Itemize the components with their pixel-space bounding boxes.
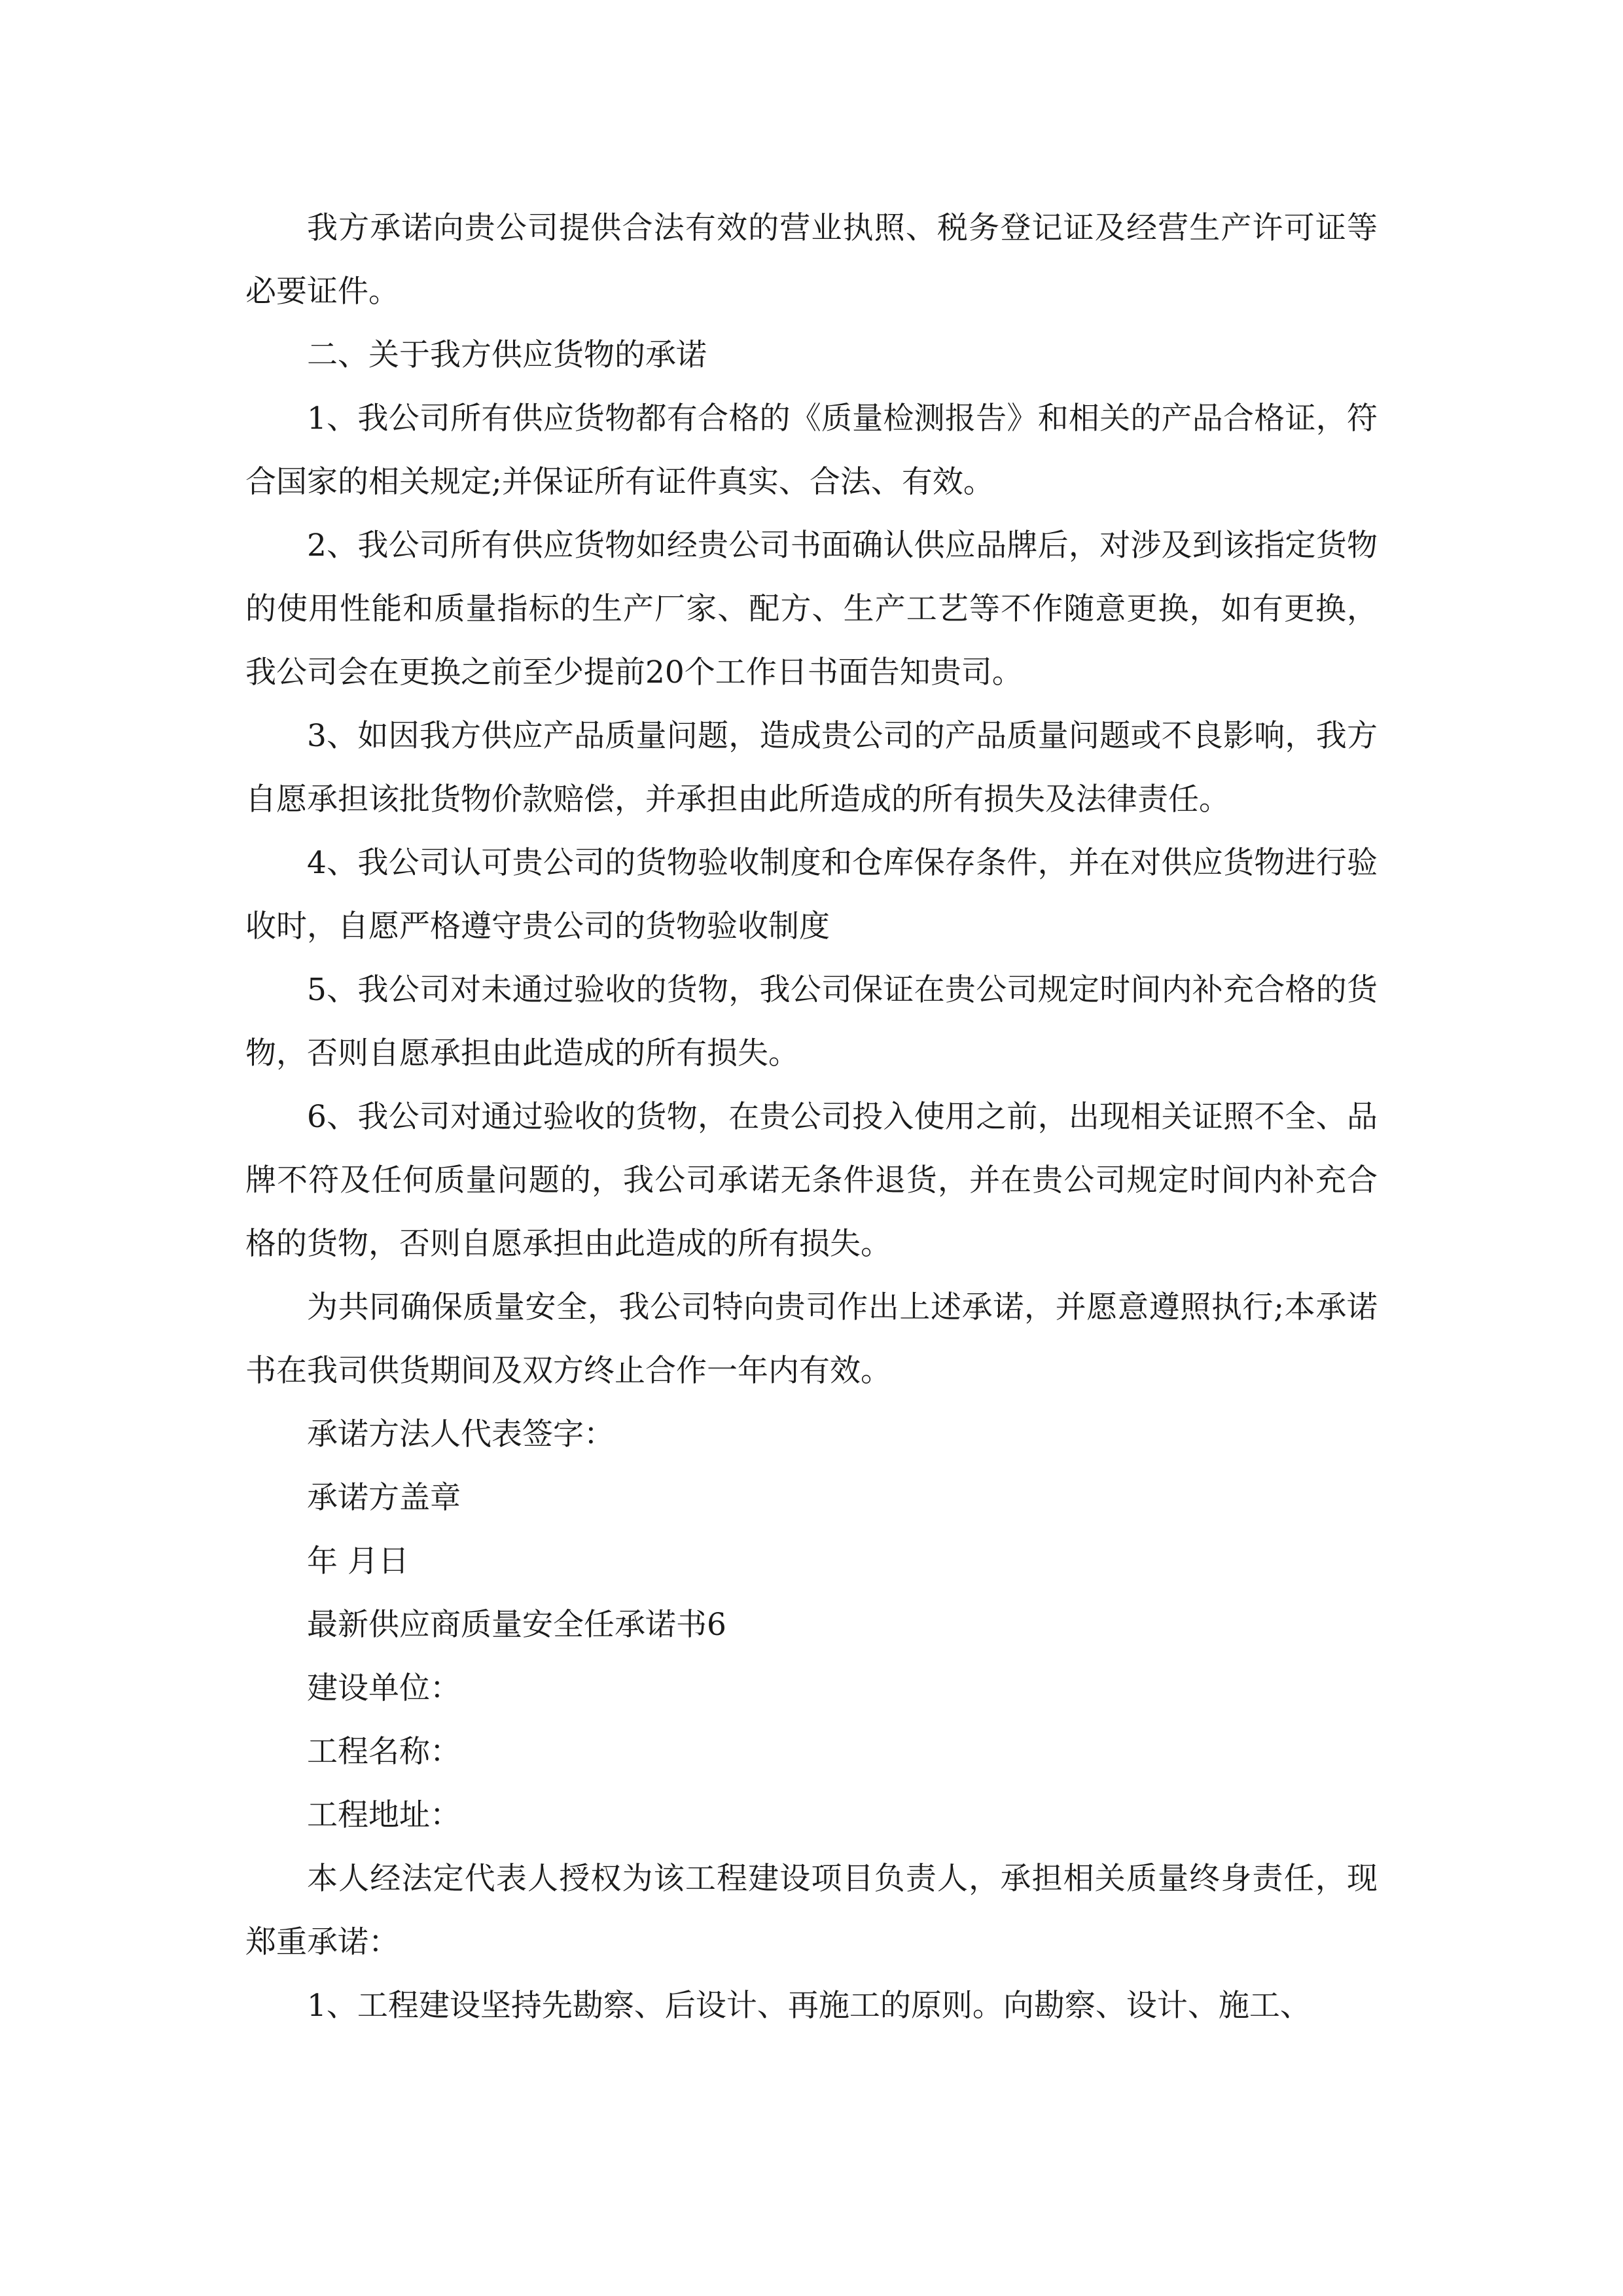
paragraph-item-1: 1、我公司所有供应货物都有合格的《质量检测报告》和相关的产品合格证，符合国家的相关规定;并保证所有证件真实、合法、有效。 (245, 401, 1378, 500)
project-address-line: 工程地址： (307, 1797, 461, 1833)
paragraph-item-4: 4、我公司认可贵公司的货物验收制度和仓库保存条件，并在对供应货物进行验收时，自愿严格遵守贵公司的货物验收制度 (245, 845, 1378, 944)
section-title-6: 最新供应商质量安全任承诺书6 (307, 1607, 726, 1643)
paragraph-authorization: 本人经法定代表人授权为该工程建设项目负责人，承担相关质量终身责任，现郑重承诺： (245, 1861, 1378, 1960)
date-line: 年 月日 (307, 1543, 409, 1579)
paragraph-item-3: 3、如因我方供应产品质量问题，造成贵公司的产品质量问题或不良影响，我方自愿承担该批货物价款赔偿，并承担由此所造成的所有损失及法律责任。 (245, 718, 1378, 817)
paragraph-item-6: 6、我公司对通过验收的货物，在贵公司投入使用之前，出现相关证照不全、品牌不符及任何质量问题的，我公司承诺无条件退货，并在贵公司规定时间内补充合格的货物，否则自愿承担由此造成的所有损失。 (245, 1099, 1378, 1262)
paragraph-principle-1: 1、工程建设坚持先勘察、后设计、再施工的原则。向勘察、设计、施工、 (307, 1988, 1311, 2024)
document-body (245, 196, 1378, 2037)
paragraph-item-2: 2、我公司所有供应货物如经贵公司书面确认供应品牌后，对涉及到该指定货物的使用性能和质量指标的生产厂家、配方、生产工艺等不作随意更换，如有更换，我公司会在更换之前至少提前20个工作日书面告知贵司。 (245, 528, 1378, 691)
paragraph-certificates: 我方承诺向贵公司提供合法有效的营业执照、税务登记证及经营生产许可证等必要证件。 (245, 210, 1378, 310)
seal-line: 承诺方盖章 (307, 1480, 461, 1516)
project-name-line: 工程名称： (307, 1734, 461, 1770)
construction-unit-line: 建设单位： (307, 1670, 461, 1706)
paragraph-closing-commitment: 为共同确保质量安全，我公司特向贵司作出上述承诺，并愿意遵照执行;本承诺书在我司供货期间及双方终止合作一年内有效。 (245, 1289, 1378, 1389)
paragraph-item-5: 5、我公司对未通过验收的货物，我公司保证在贵公司规定时间内补充合格的货物，否则自愿承担由此造成的所有损失。 (245, 972, 1378, 1071)
section-heading-goods-commitment: 二、关于我方供应货物的承诺 (307, 337, 707, 373)
signature-line: 承诺方法人代表签字： (307, 1416, 615, 1452)
